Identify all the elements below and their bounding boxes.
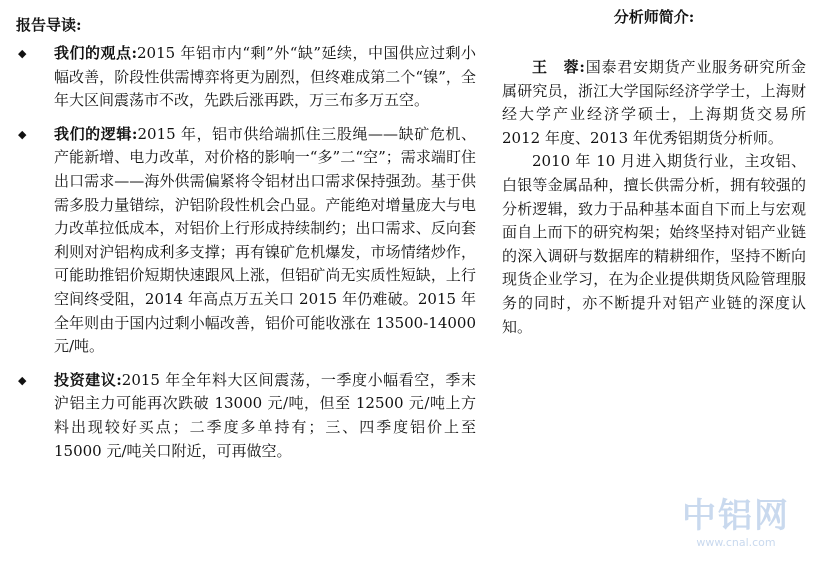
report-guide-column [16,14,476,473]
section-text: 2015 年全年料大区间震荡，一季度小幅看空，季末沪铝主力可能再次跌破 13000 元/吨，但至 12500 元/吨上方料出现较好买点；二季度多单持有；三、四季度铝价上至 15000 元/吨关口附近，可再做空。 [54,370,476,460]
section-viewpoint [16,42,476,113]
section-logic [16,123,476,359]
cnal-watermark [666,496,806,550]
analyst-intro-title: 分析师简介: [613,8,695,26]
diamond-bullet-icon: ◆ [18,373,27,387]
report-guide-title: 报告导读: [16,16,82,34]
diamond-bullet-icon: ◆ [18,47,27,60]
watermark-logo: 中铝网 [682,496,790,536]
section-label: 投资建议: [54,370,122,389]
analyst-column [502,6,806,339]
watermark-url: www.cnal.com [696,536,776,549]
section-label: 我们的观点: [54,44,138,62]
section-investment-advice [16,369,476,463]
analyst-bio-text: 国泰君安期货产业服务研究所金属研究员，浙江大学国际经济学学士，上海财经大学产业经济学硕士，上海期货交易所 2012 年度、2013 年优秀铝期货分析师。 [502,58,806,147]
analyst-bio-paragraph-2: 2010 年 10 月进入期货行业，主攻铝、白银等金属品种，擅长供需分析，拥有较强的分析逻辑，致力于品种基本面自下而上与宏观面自上而下的研究构架；始终坚持对铝产业链的深入调研与数据库的精耕细作，坚持不断向现货企业学习，在为企业提供期货风险管理服务的同时，亦不断提升对铝产业链的深度认知。 [502,152,806,336]
section-text: 2015 年，铝市供给端抓住三股绳——缺矿危机、产能新增、电力改革，对价格的影响一“多”二“空”；需求端盯住出口需求——海外供需偏紧将令铝材出口需求保持强劲。基于供需多股力量错综，沪铝阶段性机会凸显。产能绝对增量庞大与电力改革拉低成本，对铝价上行形成持续制约；出口需求、反向套利则对沪铝构成利多支撑；再有镍矿危机爆发，市场情绪炒作，可能助推铝价短期快速跟风上涨，但铝矿尚无实质性短缺，上行空间终受阻，2014 年高点万五关口 2015 年仍难破。2015 年全年则由于国内过剩小幅改善，铝价可能收涨在 13500-14000 元/吨。 [54,124,476,356]
diamond-bullet-icon: ◆ [18,127,27,141]
analyst-name: 王 蓉: [532,58,585,76]
section-text: 2015 年铝市内“剩”外“缺”延续，中国供应过剩小幅改善，阶段性供需博弈将更为剧烈，但终难成第二个“镍”，全年大区间震荡市不改，先跌后涨再跌，万三布多万五空。 [54,44,476,110]
analyst-bio-paragraph-1 [502,56,806,150]
section-label: 我们的逻辑: [54,124,138,143]
